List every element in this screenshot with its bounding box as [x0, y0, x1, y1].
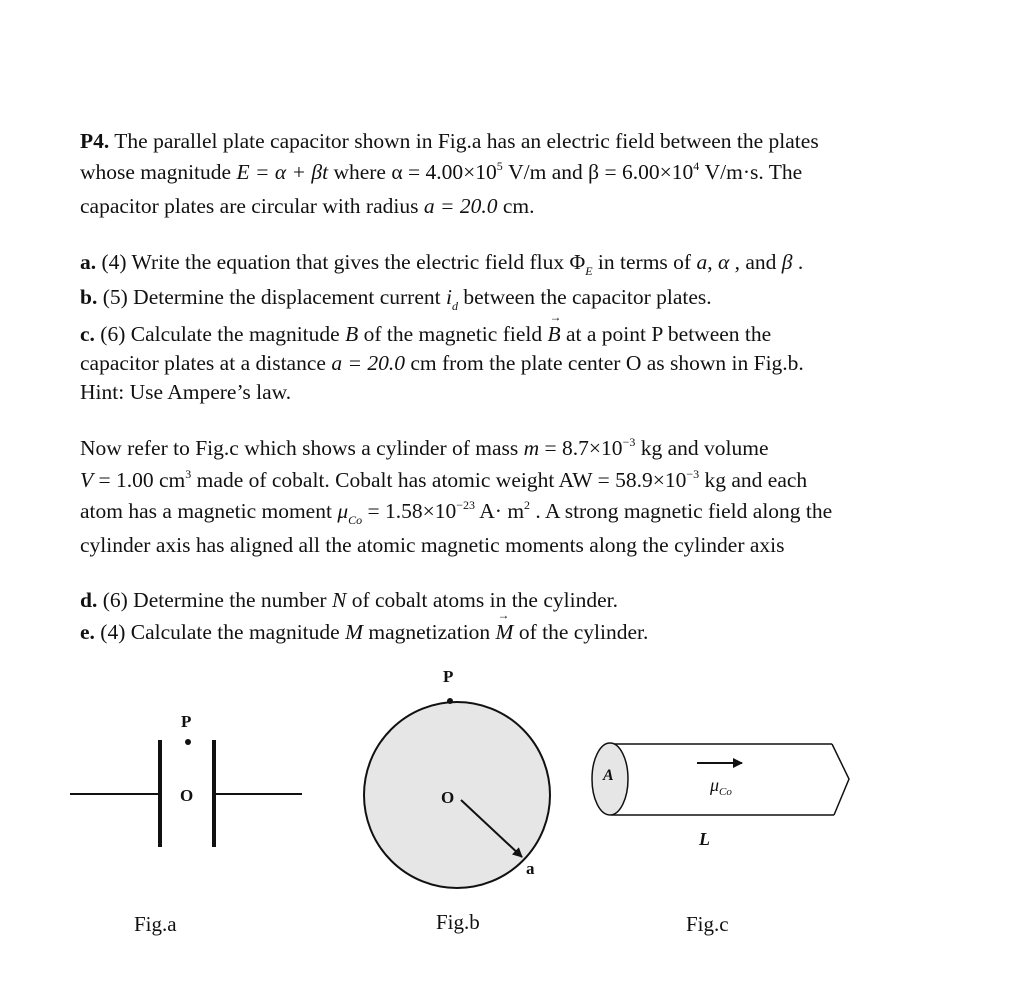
fig-c-label-mu: $\mu_{Co}$ [710, 775, 732, 798]
alpha-value: α = 4.00×10 [391, 160, 497, 184]
fig-c-label-length: L [699, 829, 710, 849]
cobalt-line-2: V = 1.00 $cm^3$ made of cobalt. Cobalt has atomic weight AW = $58.9\times 10^{-3}$ kg and each [80, 467, 808, 492]
fig-a-label-p: P [181, 712, 192, 731]
fig-b-label-p: P [443, 667, 454, 686]
intro-line-3: capacitor plates are circular with radius a = 20.0 cm. [80, 194, 535, 218]
intro-line-2: whose magnitude E = α + βt where $\alpha = 4.00\times 10^5$ V/m and $\beta = 6.00\times 10^4$ V/m·s. The [80, 159, 803, 184]
field-equation: E = α + βt [236, 160, 329, 184]
part-e: e. (4) Calculate the magnitude M magnetization → M of the cylinder. [80, 622, 648, 644]
fig-b-label-o: O [441, 788, 455, 807]
part-c-line-1: c. (6) Calculate the magnitude B of the magnetic field → B at a point P between the [80, 324, 771, 346]
intro-line-1: P4. The parallel plate capacitor shown in Fig.a has an electric field between the plates [80, 129, 819, 153]
part-c-hint: Hint: Use Ampere’s law. [80, 380, 292, 404]
fig-b-label-a: a [526, 859, 535, 878]
vector-B: → B [547, 324, 560, 346]
fig-a-label-o: O [180, 786, 194, 805]
fig-c-label-area: A [603, 767, 614, 784]
vector-M: → M [496, 622, 514, 644]
cobalt-line-4: cylinder axis has aligned all the atomic magnetic moments along the cylinder axis [80, 533, 785, 557]
fig-a-caption: Fig.a [134, 912, 177, 936]
part-d: d. (6) Determine the number N of cobalt atoms in the cylinder. [80, 588, 618, 612]
fig-c-caption: Fig.c [686, 912, 729, 936]
cobalt-line-1: Now refer to Fig.c which shows a cylinder of mass $m = 8.7\times 10^{-3}$ kg and volume [80, 435, 769, 460]
part-b: b. (5) Determine the displacement current $i_d$ between the capacitor plates. [80, 285, 712, 313]
cobalt-line-3: atom has a magnetic moment $\mu_{Co} = 1.58\times 10^{-23}$ $A\cdot m^2$ . A strong magnetic field along the [80, 498, 833, 527]
point-p-dot [185, 739, 191, 745]
problem-number: P4. [80, 129, 110, 153]
fig-b-circular-plate [364, 698, 550, 888]
part-c-line-2: capacitor plates at a distance a = 20.0 cm from the plate center O as shown in Fig.b. [80, 351, 804, 375]
fig-b-caption: Fig.b [436, 910, 480, 934]
radius-value: a = 20.0 [423, 194, 498, 218]
beta-value: β = 6.00×10 [588, 160, 694, 184]
part-a: a. (4) Write the equation that gives the electric field flux $\Phi_E$ in terms of a, α , and β . [80, 250, 804, 278]
